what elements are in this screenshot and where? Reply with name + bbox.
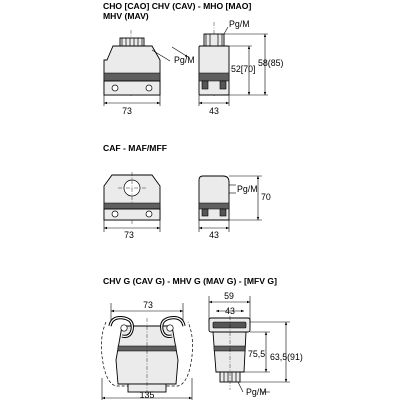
thread-label-front: Pg/M (174, 55, 195, 65)
lever-pivot-icon (121, 325, 127, 331)
screw-icon (112, 211, 118, 217)
dim-width-side: 43 (209, 230, 219, 240)
screw-icon (146, 85, 152, 91)
screw-icon (112, 85, 118, 91)
section-2-side-view (199, 176, 271, 240)
dim-width-top: 73 (143, 300, 153, 310)
hood-band-side (199, 203, 229, 209)
dim-width-overall: 135 (139, 390, 155, 400)
dim-width-front: 73 (122, 106, 132, 116)
section-1-title-line2: MHV (MAV) (103, 11, 149, 21)
section-1-front-view (104, 30, 195, 116)
section-3-hood (101, 276, 302, 400)
hood-band-side (199, 73, 229, 81)
thread-label: Pg/M (237, 184, 258, 194)
dim-height-inner: 52[70] (231, 64, 256, 74)
section-2-front-view (104, 172, 160, 240)
section-2-hood (103, 143, 271, 240)
screw-icon (146, 211, 152, 217)
dim-height-inner: 75,5 (248, 349, 266, 359)
section-1-hood (103, 1, 283, 116)
hood-body-side (213, 332, 246, 372)
section-3-title: CHV G (CAV G) - MHV G (MAV G) - [MFV G] (103, 276, 277, 286)
hood-band-front (104, 73, 160, 81)
hood-band-side (214, 346, 245, 351)
thread-label: Pg/M (246, 387, 267, 397)
dim-width-front: 73 (124, 230, 134, 240)
cable-entry-side (204, 34, 224, 46)
section-3-side-view (209, 291, 303, 397)
section-2-title: CAF - MAF/MFF (103, 143, 167, 153)
hood-band-front (104, 203, 160, 209)
cable-entry-nozzle (120, 38, 144, 46)
dim-width-side: 43 (209, 106, 219, 116)
dim-side-outer: 59 (224, 291, 234, 301)
dim-height: 70 (261, 192, 271, 202)
dim-side-inner: 43 (225, 306, 235, 316)
dim-height-outer: 58(85) (258, 58, 284, 68)
dim-height-outer: 63,5(91) (270, 352, 303, 362)
thread-label-top: Pg/M (229, 19, 250, 29)
section-1-side-view (199, 19, 283, 116)
section-3-front-view (101, 300, 192, 400)
section-1-title-line1: CHO [CAO] CHV (CAV) - MHO [MAO] (103, 1, 252, 11)
lever-pivot-icon (167, 325, 173, 331)
